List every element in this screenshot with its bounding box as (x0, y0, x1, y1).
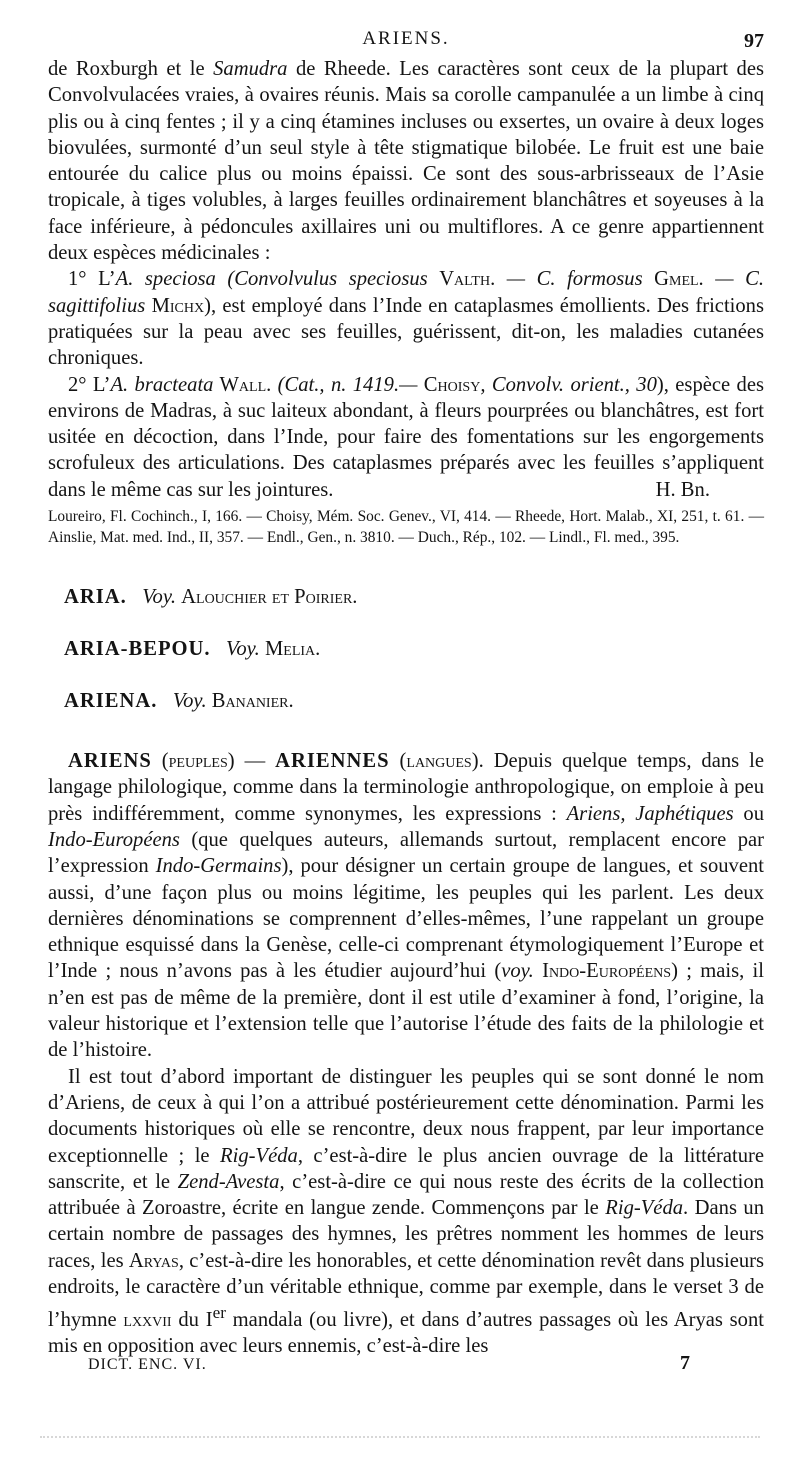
entry-headword: ARIA. (64, 586, 127, 609)
bibliography-references: Loureiro, Fl. Cochinch., I, 166. — Choisy, Mém. Soc. Genev., VI, 414. — Rheede, Hort. Malab., XI, 251, t. 61. — Ainslie, Mat. med. Ind., II, 357. — Endl., Gen., n. 3810. — Duch., Rép., 102. — Lindl., Fl. med., 395. (48, 508, 764, 546)
paragraph-genus-description: de Roxburgh et le Samudra de Rheede. Les caractères sont ceux de la plupart des Convolvulacées vraies, à ovaires réunis. Mais sa corolle campanulée a un limbe à cinq plis ou à cinq fentes ; il y a cinq étamines incluses ou exsertes, un ovaire à deux loges biovulées, surmonté d’un seul style à tête stigmatique bilobée. Le fruit est une baie entourée du calice plus ou moins épaissi. Ce sont des sous-arbrisseaux de l’Asie tropicale, à tiges volubles, à larges feuilles ordinairement blanchâtres et soyeuses à la face inférieure, à pédoncules axillaires uni ou multiflores. A ce genre appartiennent deux espèces médicinales : (48, 58, 764, 265)
entry-ariena: ARIENA. Voy. Bananier. (64, 690, 294, 713)
entry-headword: ARIA-BEPOU. (64, 638, 211, 661)
entry-headword: ARIENS (68, 750, 152, 773)
author-signature: H. Bn. (655, 478, 710, 501)
paragraph-ariens-documents: Il est tout d’abord important de distinguer les peuples qui se sont donné le nom d’Ariens, de ceux à qui l’on a attribué postérieurement cette dénomination. Parmi les documents historiques où elle se rencontre, deux nous frappent, par leur importance exceptionnelle ; le Rig-Véda, c’est-à-dire le plus ancien ouvrage de la littérature sanscrite, et le Zend-Avesta, c’est-à-dire ce qui nous reste des écrits de la collection attribuée à Zoroastre, écrite en langue zende. Commençons par le Rig-Véda. Dans un certain nombre de passages des hymnes, les prêtres nomment les hommes de leurs races, les Aryas, c’est-à-dire les honorables, et cette dénomination revêt dans plusieurs endroits, le caractère d’un véritable ethnique, comme par exemple, dans le verset 3 de l’hymne lxxvii du Ier mandala (ou livre), et dans d’autres passages où les Aryas sont mis en opposition avec leurs ennemis, c’est-à-dire les (48, 1065, 764, 1358)
running-title: ARIENS. (362, 28, 450, 49)
paragraph-species-1: 1° L’A. speciosa (Convolvulus speciosus Valth. — C. formosus Gmel. — C. sagittifolius Michx), est employé dans l’Inde en cataplasmes émollients. Des frictions pratiquées sur la peau avec ses feuilles, guérissent, dit-on, les maladies cutanées chroniques. (48, 268, 764, 370)
sheet-number: 7 (680, 1352, 690, 1374)
page-footer (88, 1352, 690, 1382)
paragraph-species-2: 2° L’A. bracteata Wall. (Cat., n. 1419.— Choisy, Convolv. orient., 30), espèce des environs de Madras, à suc laiteux abondant, à fleurs pourprées ou blanchâtres, est fort usitée en décoction, dans l’Inde, pour faire des fomentations sur les engorgements scrofuleux des articulations. Des cataplasmes préparés avec les feuilles s’appliquent dans le même cas sur les jointures. H. Bn. (48, 372, 764, 503)
document-page (48, 22, 764, 1360)
entry-headword: ARIENNES (275, 750, 390, 773)
scan-edge-noise (40, 1436, 760, 1440)
entry-aria-bepou: ARIA-BEPOU. Voy. Melia. (64, 638, 321, 661)
page-number: 97 (744, 30, 764, 52)
paragraph-ariens-intro: ARIENS (peuples) — ARIENNES (langues). Depuis quelque temps, dans le langage philologique, comme dans la terminologie anthropologique, on emploie à peu près indifféremment, comme synonymes, les expressions : Ariens, Japhétiques ou Indo-Européens (que quelques auteurs, allemands surtout, remplacent encore par l’expression Indo-Germains), pour désigner un certain groupe de langues, et souvent aussi, d’une façon plus ou moins légitime, les peuples qui les parlent. Les deux dernières dénominations se comprennent d’elles-mêmes, l’une rappelant un groupe ethnique esquissé dans la Genèse, celle-ci comprenant étymologiquement l’Europe et l’Inde ; nous n’avons pas à les étudier aujourd’hui (voy. Indo-Européens) ; mais, il n’en est pas de même de la première, dont il est utile d’examiner à fond, l’origine, la valeur historique et l’extension telle que l’autorise l’étude des faits de la philologie et de l’histoire. (48, 750, 764, 1062)
entry-headword: ARIENA. (64, 690, 158, 713)
signature-mark: DICT. ENC. VI. (88, 1356, 207, 1373)
entry-aria: ARIA. Voy. Alouchier et Poirier. (64, 586, 358, 609)
page-header (48, 22, 764, 56)
